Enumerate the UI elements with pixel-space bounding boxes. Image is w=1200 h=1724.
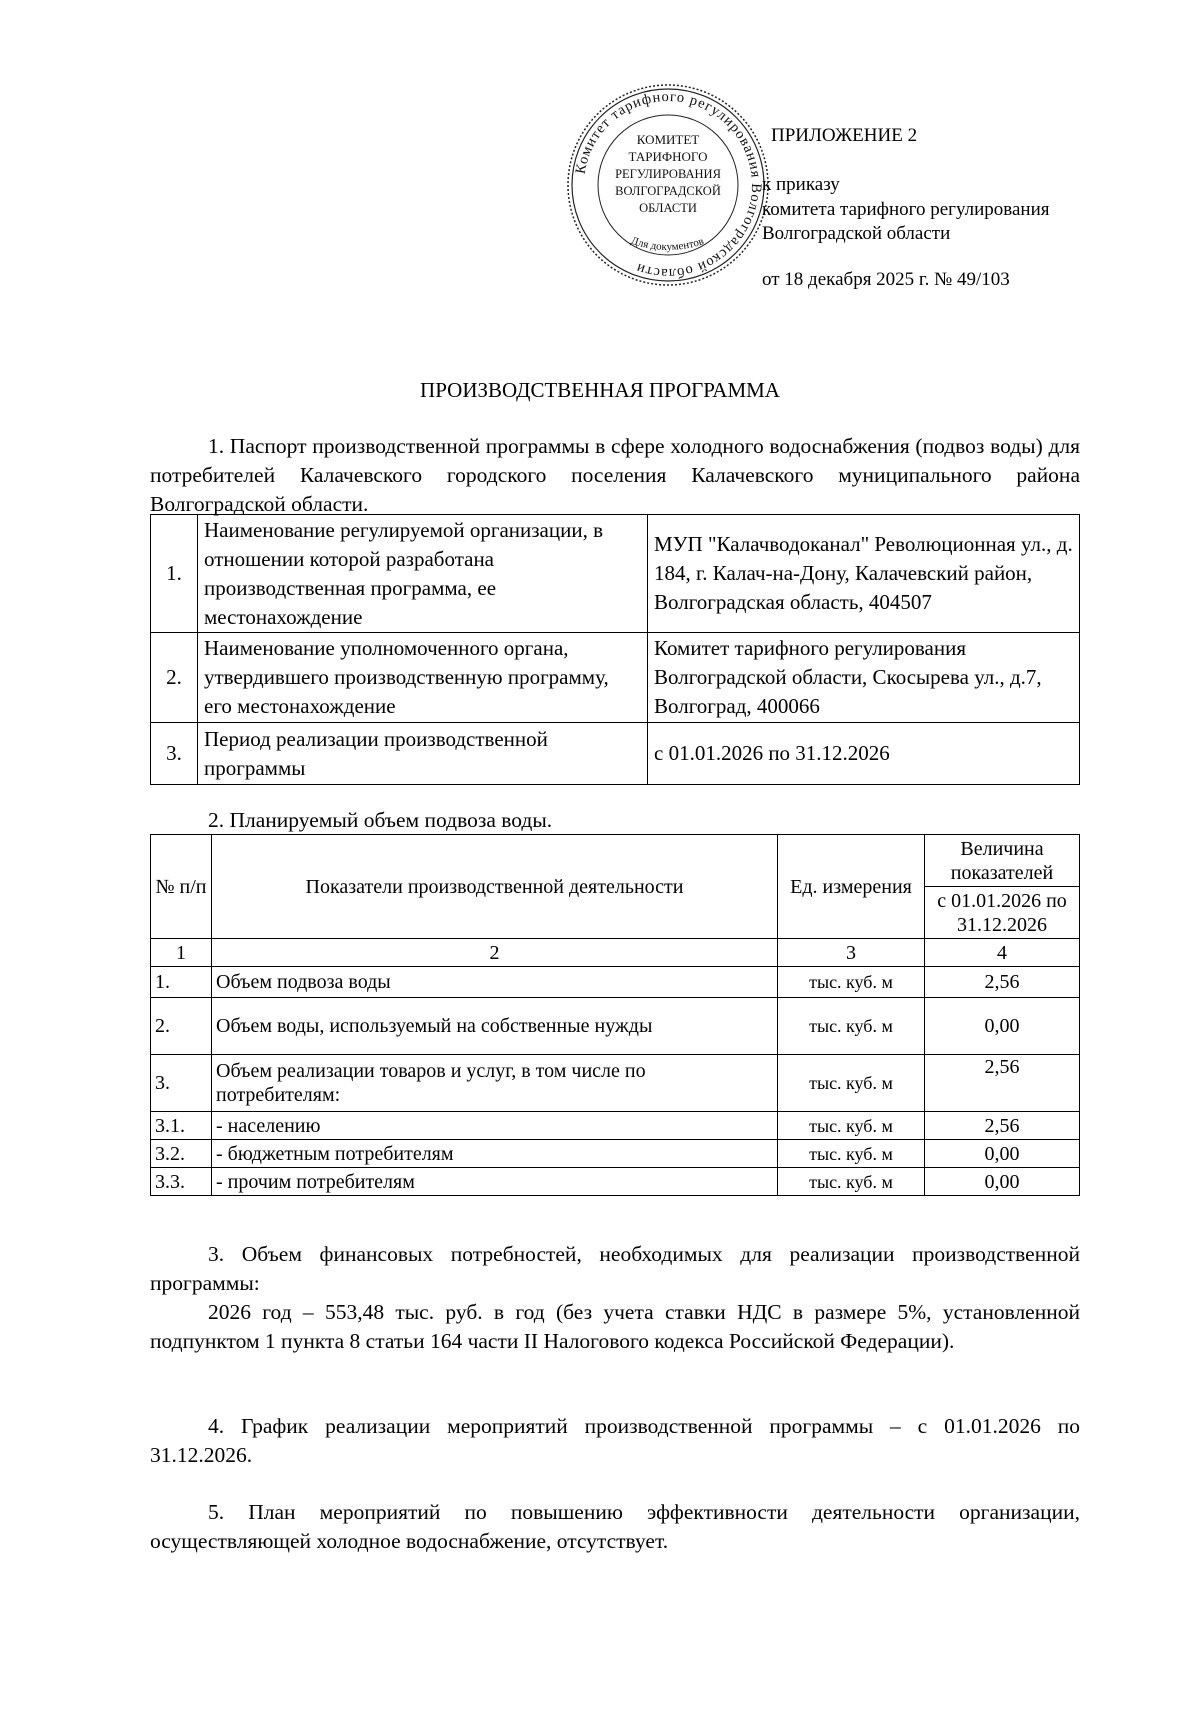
stamp-center-line2: ТАРИФНОГО [628, 149, 708, 164]
passport-num-3: 3. [151, 723, 198, 785]
appendix-label: ПРИЛОЖЕНИЕ 2 [771, 125, 918, 146]
header-num: № п/п [151, 835, 212, 939]
table-row [151, 723, 1080, 785]
col-number-2: 2 [212, 939, 778, 967]
header-period: с 01.01.2026 по 31.12.2026 [925, 887, 1080, 939]
row-unit: тыс. куб. м [778, 1140, 925, 1168]
row-name: Объем подвоза воды [212, 967, 778, 998]
order-date-number: от 18 декабря 2025 г. № 49/103 [762, 269, 1010, 290]
table-row [151, 1055, 1080, 1112]
row-num: 3.2. [151, 1140, 212, 1168]
header-value: Величина показателей [925, 835, 1080, 887]
row-num: 3. [151, 1055, 212, 1112]
passport-value-2: Комитет тарифного регулирования Волгоградской области, Скосырева ул., д.7, Волгоград, 400066 [648, 633, 1080, 723]
passport-label-2: Наименование уполномоченного органа, утвердившего производственную программу, его местонахождение [198, 633, 648, 723]
row-unit: тыс. куб. м [778, 967, 925, 998]
row-name: Объем воды, используемый на собственные нужды [212, 998, 778, 1055]
passport-value-1: МУП "Калачводоканал" Революционная ул., д. 184, г. Калач-на-Дону, Калачевский район, Волгоградская область, 404507 [648, 515, 1080, 633]
header-indicator: Показатели производственной деятельности [212, 835, 778, 939]
volume-table [150, 834, 1080, 1196]
order-ref: к приказу [762, 174, 840, 195]
table-row [151, 1140, 1080, 1168]
passport-label-1: Наименование регулируемой организации, в отношении которой разработана производственная программа, ее местонахождение [198, 515, 648, 633]
stamp-bottom-text: Для документов [629, 234, 706, 254]
row-value: 0,00 [925, 1140, 1080, 1168]
row-unit: тыс. куб. м [778, 1168, 925, 1196]
passport-num-2: 2. [151, 633, 198, 723]
col-number-3: 3 [778, 939, 925, 967]
col-number-1: 1 [151, 939, 212, 967]
table-row [151, 967, 1080, 998]
row-name: Объем реализации товаров и услуг, в том числе по потребителям: [212, 1055, 778, 1112]
stamp-ring-text: Комитет тарифного регулирования Волгоградской области [572, 88, 765, 282]
section-4-text: 4. График реализации мероприятий производственной программы – с 01.01.2026 по 31.12.2026. [150, 1414, 1080, 1467]
page-title: ПРОИЗВОДСТВЕННАЯ ПРОГРАММА [420, 378, 780, 402]
row-value: 2,56 [925, 1112, 1080, 1140]
row-name: - населению [212, 1112, 778, 1140]
stamp-center-line1: КОМИТЕТ [636, 132, 700, 147]
table-row [151, 1168, 1080, 1196]
table-row [151, 939, 1080, 967]
stamp-center-line4: ВОЛГОГРАДСКОЙ [615, 184, 721, 198]
row-value: 0,00 [925, 998, 1080, 1055]
section-3-text: 3. Объем финансовых потребностей, необходимых для реализации производственной программы: [150, 1242, 1080, 1295]
col-number-4: 4 [925, 939, 1080, 967]
passport-label-3: Период реализации производственной программы [198, 723, 648, 785]
header-unit: Ед. измерения [778, 835, 925, 939]
row-num: 3.3. [151, 1168, 212, 1196]
official-stamp [563, 80, 773, 290]
section-1-text: 1. Паспорт производственной программы в сфере холодного водоснабжения (подвоз воды) для потребителей Калачевского городского поселения Калачевского муниципального района Волгоградской области. [150, 434, 1080, 516]
row-unit: тыс. куб. м [778, 1055, 925, 1112]
stamp-center-line5: ОБЛАСТИ [639, 201, 697, 215]
table-row [151, 515, 1080, 633]
table-row [151, 998, 1080, 1055]
row-value: 2,56 [925, 1055, 1080, 1112]
section-5-text: 5. План мероприятий по повышению эффективности деятельности организации, осуществляющей холодное водоснабжение, отсутствует. [150, 1500, 1080, 1553]
passport-value-3: с 01.01.2026 по 31.12.2026 [648, 723, 1080, 785]
table-row [151, 1112, 1080, 1140]
section-2-text: 2. Планируемый объем подвоза воды. [208, 808, 553, 832]
row-unit: тыс. куб. м [778, 1112, 925, 1140]
committee-name: комитета тарифного регулирования [762, 199, 1050, 220]
passport-table [150, 514, 1080, 785]
row-name: - прочим потребителям [212, 1168, 778, 1196]
stamp-center-line3: РЕГУЛИРОВАНИЯ [615, 167, 721, 181]
row-unit: тыс. куб. м [778, 998, 925, 1055]
table-row [151, 633, 1080, 723]
row-value: 2,56 [925, 967, 1080, 998]
passport-num-1: 1. [151, 515, 198, 633]
row-num: 3.1. [151, 1112, 212, 1140]
region-name: Волгоградской области [762, 223, 951, 244]
row-value: 0,00 [925, 1168, 1080, 1196]
table-header-row [151, 835, 1080, 887]
row-name: - бюджетным потребителям [212, 1140, 778, 1168]
row-num: 1. [151, 967, 212, 998]
row-num: 2. [151, 998, 212, 1055]
section-3-detail: 2026 год – 553,48 тыс. руб. в год (без учета ставки НДС в размере 5%, установленной подпунктом 1 пункта 8 статьи 164 части II Налогового кодекса Российской Федерации). [150, 1300, 1080, 1353]
